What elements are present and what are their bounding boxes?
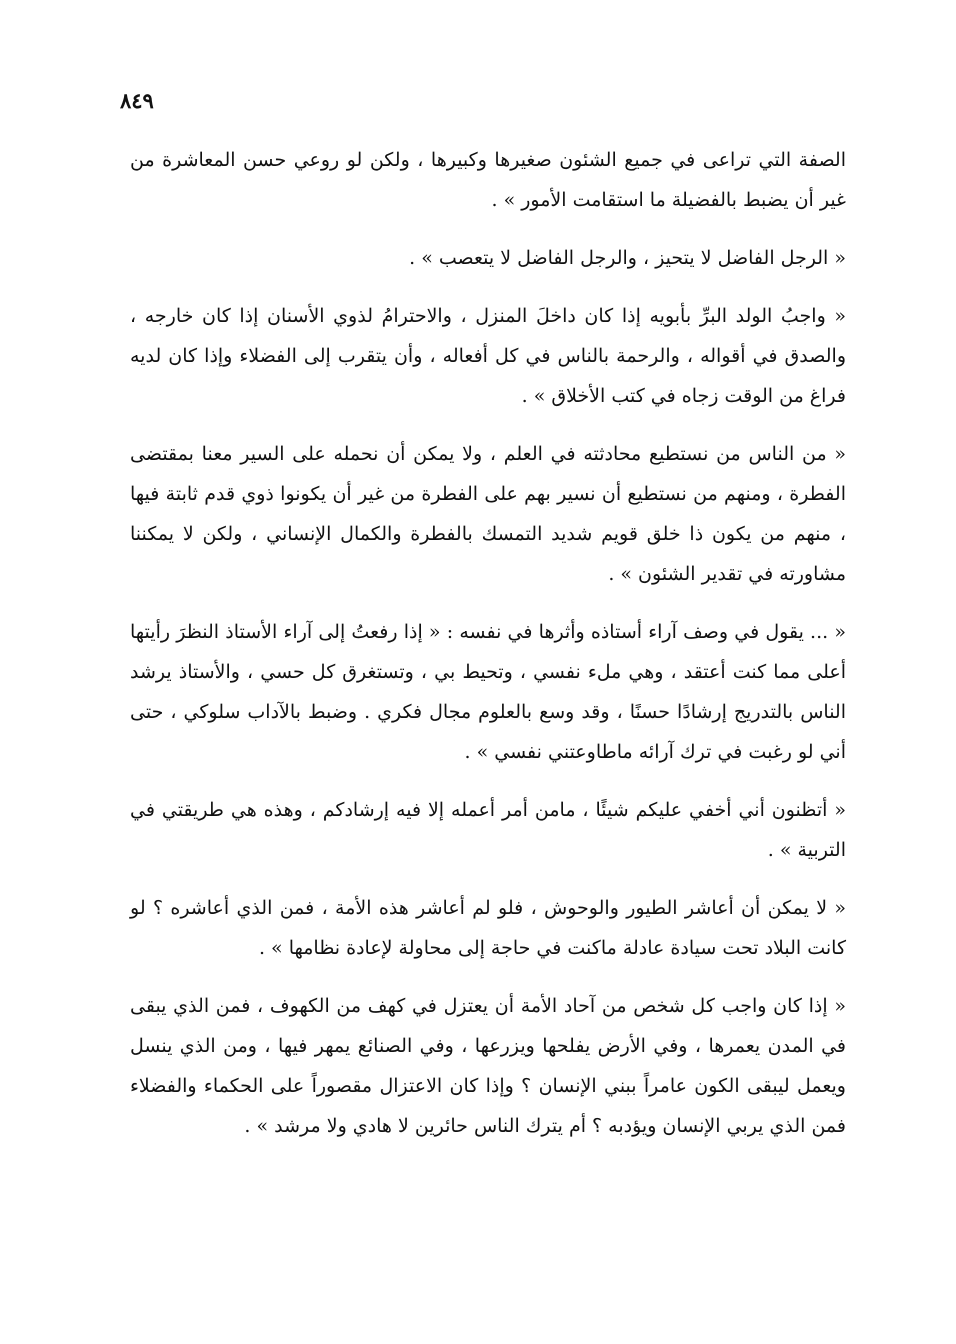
paragraph-3: « واجبُ الولد البرِّ بأبويه إذا كان داخلَ المنزل ، والاحترامُ لذوي الأسنان إذا كان خارجه ، والصدق في أقواله ، والرحمة بالناس في كل أفعاله ، وأن يتقرب إلى الفضلاء وإذا كان لديه فراغ من الوقت زجاه في كتب الأخلاق » . — [130, 305, 846, 407]
paragraph-8: « إذا كان واجب كل شخص من آحاد الأمة أن يعتزل في كهف من الكهوف ، فمن الذي يبقى في المدن يعمرها ، وفي الأرض يفلحها ويزرعها ، وفي الصنائع يمهر فيها ، ومن الذي ينسل ويعمل ليبقى الكون عامراً ببني الإنسان ؟ وإذا كان الاعتزال مقصوراً على الحكماء والفضلاء فمن الذي يربي الإنسان ويؤدبه ؟ أم يترك الناس حائرين لا هادي ولا مرشد » . — [130, 995, 846, 1137]
paragraph-2: « الرجل الفاضل لا يتحيز ، والرجل الفاضل لا يتعصب » . — [409, 247, 846, 269]
paragraph-7: « لا يمكن أن أعاشر الطيور والوحوش ، فلو لم أعاشر هذه الأمة ، فمن الذي أعاشره ؟ لو كانت البلاد تحت سيادة عادلة ماكنت في حاجة إلى محاولة لإعادة نظامها » . — [130, 897, 846, 959]
page-body — [130, 140, 846, 1164]
paragraph-1: الصفة التي تراعى في جميع الشئون صغيرها وكبيرها ، ولكن لو روعي حسن المعاشرة من غير أن يضبط بالفضيلة ما استقامت الأمور » . — [130, 149, 846, 211]
paragraph-4: « من الناس من نستطيع محادثته في العلم ، ولا يمكن أن نحمله على السير معنا بمقتضى الفطرة ، ومنهم من نستطيع أن نسير بهم على الفطرة من غير أن يكونوا ذوي قدم ثابتة فيها ، منهم من يكون ذا خلق قويم شديد التمسك بالفطرة والكمال الإنساني ، ولكن لا يمكننا مشاورته في تقدير الشئون » . — [130, 443, 846, 585]
paragraph-5: « ... يقول في وصف آراء أستاذه وأثرها في نفسه : « إذا رفعتُ إلى آراء الأستاذ النظرَ رأيتها أعلى مما كنت أعتقد ، وهي ملء نفسي ، وتحيط بي ، وتستغرق كل حسي ، والأستاذ يرشد الناس بالتدريج إرشادًا حسنًا ، وقد وسع بالعلوم مجال فكري . وضبط بالآداب سلوكي ، حتى أني لو رغبت في ترك آرائه ماطاوعتني نفسي » . — [130, 621, 846, 763]
page-number: ٨٤٩ — [120, 88, 154, 113]
paragraph-6: « أتظنون أني أخفي عليكم شيئًا ، مامن أمر أعمله إلا فيه إرشادكم ، وهذه هي طريقتي في التربية » . — [130, 799, 846, 861]
